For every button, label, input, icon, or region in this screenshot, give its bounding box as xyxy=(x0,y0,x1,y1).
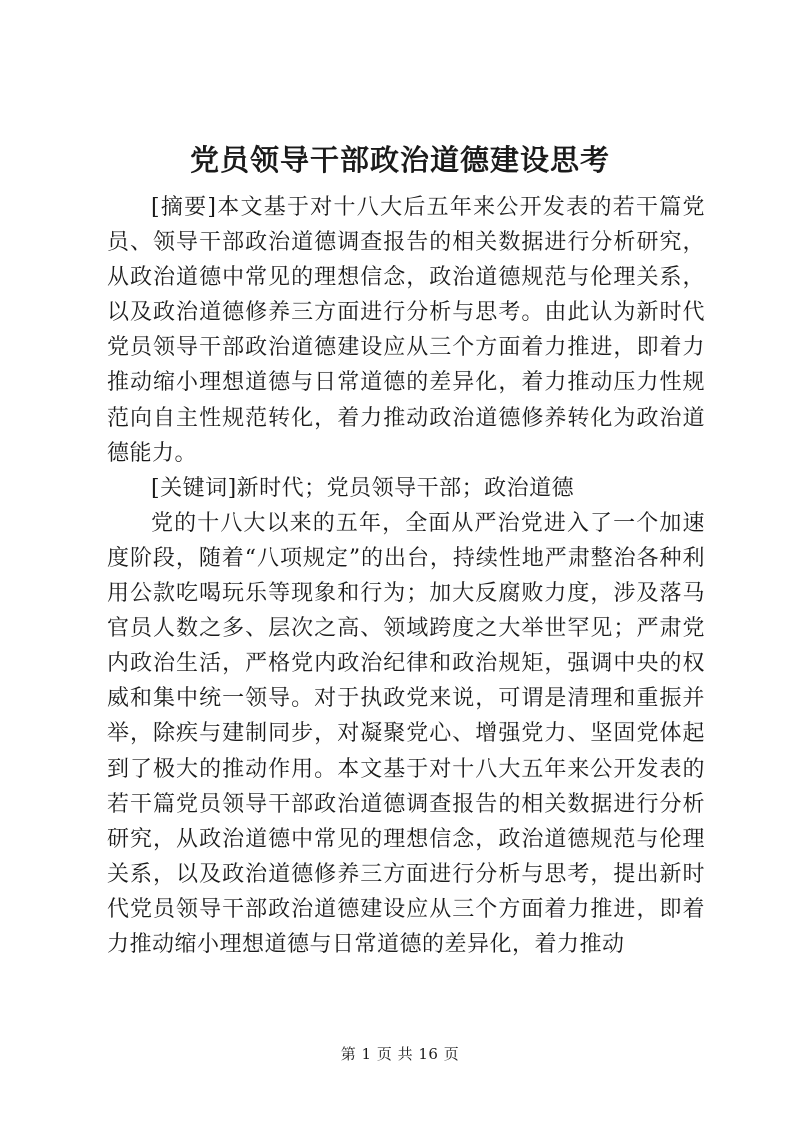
abstract-paragraph: [摘要]本文基于对十八大后五年来公开发表的若干篇党员、领导干部政治道德调查报告的相关数据进行分析研究，从政治道德中常见的理想信念，政治道德规范与伦理关系，以及政治道德修养三方面进行分析与思考。由此认为新时代党员领导干部政治道德建设应从三个方面着力推进，即着力推动缩小理想道德与日常道德的差异化，着力推动压力性规范向自主性规范转化，着力推动政治道德修养转化为政治道德能力。 xyxy=(107,195,705,466)
document-title: 党员领导干部政治道德建设思考 xyxy=(189,143,610,177)
document-body xyxy=(107,190,705,962)
body-paragraph: 党的十八大以来的五年，全面从严治党进入了一个加速度阶段，随着“八项规定”的出台，持续性地严肃整治各种利用公款吃喝玩乐等现象和行为；加大反腐败力度，涉及落马官员人数之多、层次之高、领域跨度之大举世罕见；严肃党内政治生活，严格党内政治纪律和政治规矩，强调中央的权威和集中统一领导。对于执政党来说，可谓是清理和重振并举，除疾与建制同步，对凝聚党心、增强党力、坚固党体起到了极大的推动作用。本文基于对十八大五年来公开发表的若干篇党员领导干部政治道德调查报告的相关数据进行分析研究，从政治道德中常见的理想信念，政治道德规范与伦理关系，以及政治道德修养三方面进行分析与思考，提出新时代党员领导干部政治道德建设应从三个方面着力推进，即着力推动缩小理想道德与日常道德的差异化，着力推动 xyxy=(107,510,705,957)
keywords-paragraph: [关键词]新时代；党员领导干部；政治道德 xyxy=(151,475,575,501)
page-footer: 第 1 页 共 16 页 xyxy=(340,1045,460,1063)
